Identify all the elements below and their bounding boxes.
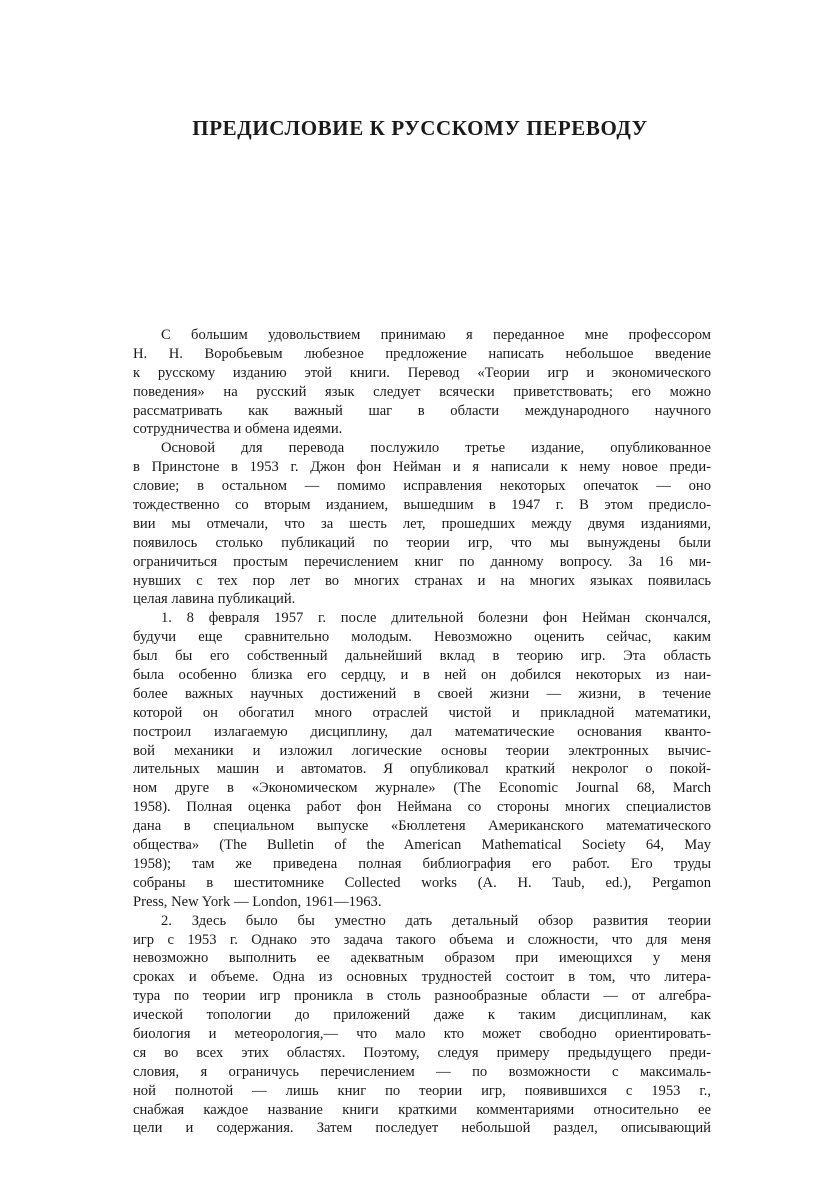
text-line: целая лавина публикаций.: [133, 591, 296, 608]
text-line: словие; в остальном — помимо исправления некоторых опечаток — оно: [133, 478, 711, 495]
text-line: игр с 1953 г. Однако это задача такого объема и сложности, что для меня: [133, 931, 711, 948]
text-line: которой он обогатил много отраслей чистой и прикладной математики,: [133, 704, 711, 721]
text-line: С большим удовольствием принимаю я переданное мне профессором: [161, 327, 711, 343]
text-line: рассматривать как важный шаг в области международного научного: [133, 402, 711, 419]
text-line: в Принстоне в 1953 г. Джон фон Нейман и я написали к нему новое преди-: [133, 459, 711, 476]
text-line: ограничиться простым перечислением книг по данному вопросу. За 16 ми-: [133, 553, 711, 570]
text-line: 1. 8 февраля 1957 г. после длительной болезни фон Нейман скончался,: [161, 610, 711, 627]
text-line: нувших с тех пор лет во многих странах и на многих языках появилась: [133, 572, 711, 589]
text-line: цели и содержания. Затем последует небольшой раздел, описывающий: [133, 1120, 711, 1137]
text-line: собраны в шеститомнике Collected works (A. H. Taub, ed.), Pergamon: [133, 874, 711, 891]
text-line: невозможно выполнить ее адекватным образом при имеющихся у меня: [133, 950, 711, 967]
text-line: словия, я ограничусь перечислением — по возможности с максималь-: [133, 1063, 711, 1080]
text-line: снабжая каждое название книги краткими комментариями относительно ее: [133, 1101, 711, 1118]
body-text: [133, 326, 711, 1138]
text-line: построил излагаемую дисциплину, дал математические основания кванто-: [133, 723, 711, 740]
text-line: была особенно близка его сердцу, и в ней он добился некоторых из наи-: [133, 667, 711, 684]
text-line: 1958); там же приведена полная библиография его работ. Его труды: [133, 855, 711, 872]
text-line: тура по теории игр проникла в столь разнообразные области — от алгебра-: [133, 988, 711, 1005]
text-line: сотрудничества и обмена идеями.: [133, 421, 343, 438]
text-line: вии мы отмечали, что за шесть лет, прошедших между двумя изданиями,: [133, 515, 711, 532]
text-line: лительных машин и автоматов. Я опубликовал краткий некролог о покой-: [133, 761, 711, 778]
text-line: Основой для перевода послужило третье издание, опубликованное: [161, 440, 711, 457]
text-line: ической топологии до приложений даже к таким дисциплинам, как: [133, 1007, 711, 1024]
text-line: вой механики и изложил логические основы теории электронных вычис-: [133, 742, 711, 759]
text-line: сроках и объеме. Одна из основных трудностей состоит в том, что литера-: [133, 969, 711, 986]
text-line: 1958). Полная оценка работ фон Неймана со стороны многих специалистов: [133, 799, 711, 816]
page-title: ПРЕДИСЛОВИЕ К РУССКОМУ ПЕРЕВОДУ: [192, 116, 648, 140]
text-line: появилось столько публикаций по теории игр, что мы вынуждены были: [133, 534, 711, 551]
text-line: был бы его собственный дальнейший вклад в теорию игр. Эта область: [133, 648, 711, 665]
text-line: общества» (The Bulletin of the American Mathematical Society 64, May: [133, 837, 711, 854]
text-line: ном друге в «Экономическом журнале» (The Economic Journal 68, March: [133, 780, 711, 797]
text-line: ся во всех этих областях. Поэтому, следуя примеру предыдущего преди-: [133, 1044, 711, 1061]
text-line: Press, New York — London, 1961—1963.: [133, 893, 382, 910]
text-line: биология и метеорология,— что мало кто может свободно ориентировать-: [133, 1025, 711, 1042]
text-line: 2. Здесь было бы уместно дать детальный обзор развития теории: [161, 912, 711, 929]
text-line: ной полнотой — лишь книг по теории игр, появившихся с 1953 г.,: [133, 1082, 711, 1099]
text-line: поведения» на русский язык следует всячески приветствовать; его можно: [133, 383, 711, 400]
text-line: дана в специальном выпуске «Бюллетеня Американского математического: [133, 818, 711, 835]
text-line: тождественно со вторым изданием, вышедшим в 1947 г. В этом предисло-: [133, 497, 711, 514]
text-line: более важных научных достижений в своей жизни — жизни, в течение: [133, 685, 711, 702]
text-line: будучи еще сравнительно молодым. Невозможно оценить сейчас, каким: [133, 629, 711, 646]
text-line: к русскому изданию этой книги. Перевод «Теории игр и экономического: [133, 364, 711, 381]
text-line: Н. Н. Воробьевым любезное предложение написать небольшое введение: [133, 345, 711, 362]
